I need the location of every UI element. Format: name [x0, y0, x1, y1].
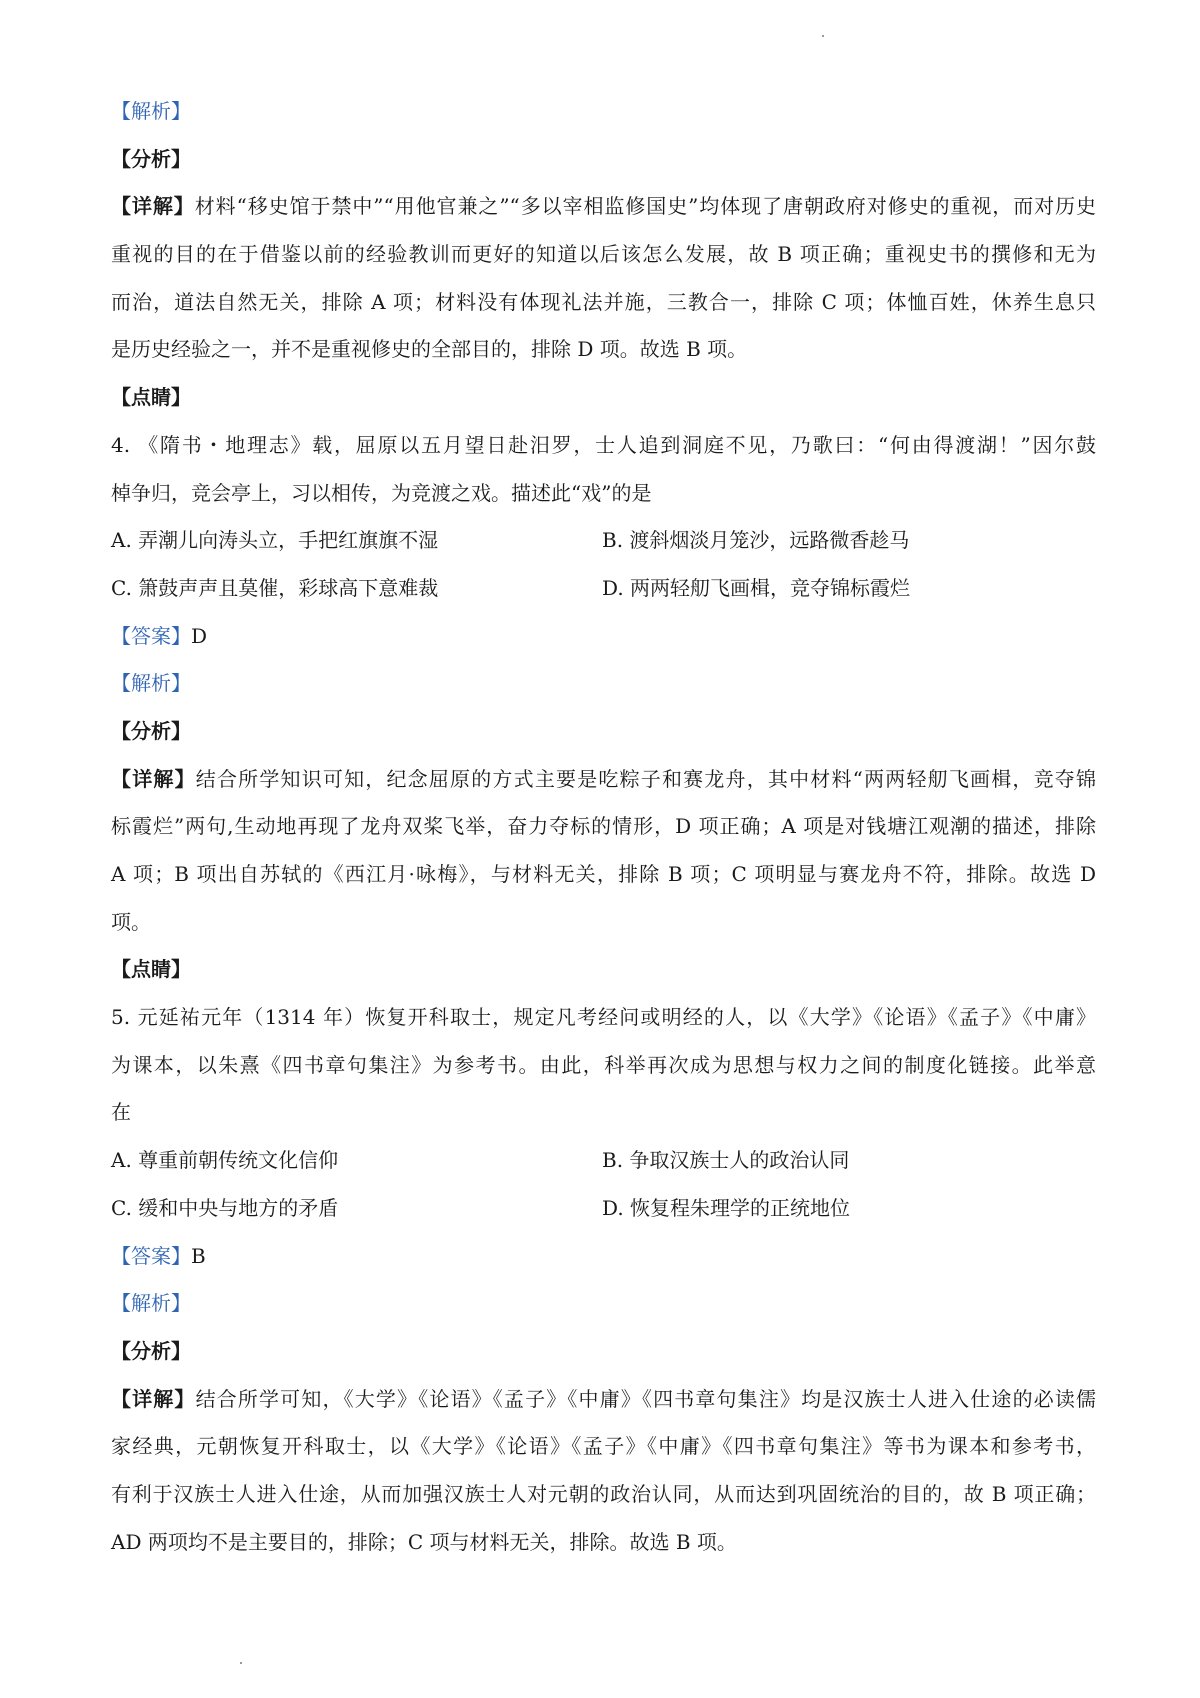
- q5-option-a: A. 尊重前朝传统文化信仰: [111, 1148, 339, 1173]
- q3-fenxi-label: 【分析】: [111, 146, 191, 171]
- document-body: [111, 96, 1096, 1557]
- q4-stem-line-2: 棹争归，竞会亭上，习以相传，为竞渡之戏。描述此“戏”的是: [111, 480, 652, 505]
- q5-answer-value: B: [191, 1243, 206, 1268]
- q5-options-row-1: [111, 1145, 1096, 1175]
- q4-xiangjie-line-3: A 项；B 项出自苏轼的《西江月·咏梅》，与材料无关，排除 B 项；C 项明显与赛龙舟不符，排除。故选 D: [111, 862, 1096, 886]
- q3-xiangjie-line-2: 重视的目的在于借鉴以前的经验教训而更好的知道以后该怎么发展，故 B 项正确；重视史书的撰修和无为: [111, 242, 1096, 267]
- q3-xiangjie-line-1: [111, 191, 1096, 221]
- scan-dot-bottom: [240, 1662, 242, 1664]
- q4-option-d: D. 两两轻舠飞画楫，竞夺锦标霞烂: [602, 575, 911, 600]
- q5-option-c: C. 缓和中央与地方的矛盾: [111, 1195, 339, 1220]
- q3-dianjing-label: 【点睛】: [111, 385, 191, 410]
- q5-stem-line-1: 5. 元延祐元年（1314 年）恢复开科取士，规定凡考经问或明经的人，以《大学》《论语》《孟子》《中庸》: [111, 1005, 1096, 1030]
- q5-answer: [111, 1241, 1096, 1271]
- q4-xiangjie-line-4: 项。: [111, 909, 151, 934]
- q4-xiangjie-text-1: 结合所学知识可知，纪念屈原的方式主要是吃粽子和赛龙舟，其中材料“两两轻舠飞画楫，竞夺锦: [195, 766, 1096, 791]
- q4-option-a: A. 弄潮儿向涛头立，手把红旗旗不湿: [111, 528, 439, 553]
- q4-jiexi-label: 【解析】: [111, 671, 191, 696]
- scan-dot-top: [822, 35, 824, 37]
- q5-xiangjie-line-4: AD 两项均不是主要目的，排除；C 项与材料无关，排除。故选 B 项。: [111, 1529, 737, 1554]
- q5-stem-line-2: 为课本，以朱熹《四书章句集注》为参考书。由此，科举再次成为思想与权力之间的制度化链接。此举意: [111, 1052, 1096, 1077]
- q5-xiangjie-line-2: 家经典，元朝恢复开科取士，以《大学》《论语》《孟子》《中庸》《四书章句集注》等书为课本和参考书，: [111, 1434, 1096, 1459]
- q3-xiangjie-label: 【详解】: [111, 194, 195, 219]
- q3-xiangjie-text-1: 材料“移史馆于禁中”“用他官兼之”“多以宰相监修国史”均体现了唐朝政府对修史的重视，而对历史: [194, 194, 1096, 219]
- q4-answer-value: D: [191, 623, 208, 648]
- q4-xiangjie-line-1: [111, 764, 1096, 794]
- q4-fenxi-label: 【分析】: [111, 718, 191, 743]
- q4-option-b: B. 渡斜烟淡月笼沙，远路微香趁马: [602, 528, 910, 553]
- q5-answer-label: 【答案】: [111, 1243, 191, 1268]
- q4-answer-label: 【答案】: [111, 623, 191, 648]
- q3-xiangjie-line-3: 而治，道法自然无关，排除 A 项；材料没有体现礼法并施，三教合一，排除 C 项；体恤百姓，休养生息只: [111, 289, 1096, 314]
- q5-stem-line-3: 在: [111, 1100, 131, 1125]
- q4-dianjing-label: 【点睛】: [111, 957, 191, 982]
- q5-option-d: D. 恢复程朱理学的正统地位: [602, 1195, 851, 1220]
- q5-xiangjie-line-3: 有利于汉族士人进入仕途，从而加强汉族士人对元朝的政治认同，从而达到巩固统治的目的，故 B 项正确；: [111, 1481, 1096, 1506]
- q5-options-row-2: [111, 1193, 1096, 1223]
- q3-xiangjie-line-4: 是历史经验之一，并不是重视修史的全部目的，排除 D 项。故选 B 项。: [111, 337, 748, 362]
- q5-xiangjie-label: 【详解】: [111, 1386, 196, 1411]
- q5-option-b: B. 争取汉族士人的政治认同: [602, 1148, 850, 1173]
- q5-fenxi-label: 【分析】: [111, 1338, 191, 1363]
- q4-options-row-1: [111, 525, 1096, 555]
- q4-options-row-2: [111, 573, 1096, 603]
- q5-jiexi-label: 【解析】: [111, 1291, 191, 1316]
- q5-xiangjie-line-1: [111, 1384, 1096, 1414]
- q3-jiexi-label: 【解析】: [111, 99, 191, 123]
- q4-xiangjie-line-2: 标霞烂”两句,生动地再现了龙舟双桨飞举，奋力夺标的情形，D 项正确；A 项是对钱塘江观潮的描述，排除: [111, 814, 1096, 839]
- q4-option-c: C. 箫鼓声声且莫催，彩球高下意难裁: [111, 575, 439, 600]
- q4-stem-line-1: 4. 《隋书・地理志》载，屈原以五月望日赴汨罗，士人追到洞庭不见，乃歌曰：“何由得渡湖！”因尔鼓: [111, 432, 1096, 457]
- q5-xiangjie-text-1: 结合所学可知，《大学》《论语》《孟子》《中庸》《四书章句集注》均是汉族士人进入仕途的必读儒: [195, 1386, 1097, 1411]
- q4-answer: [111, 621, 1096, 651]
- q4-xiangjie-label: 【详解】: [111, 766, 196, 791]
